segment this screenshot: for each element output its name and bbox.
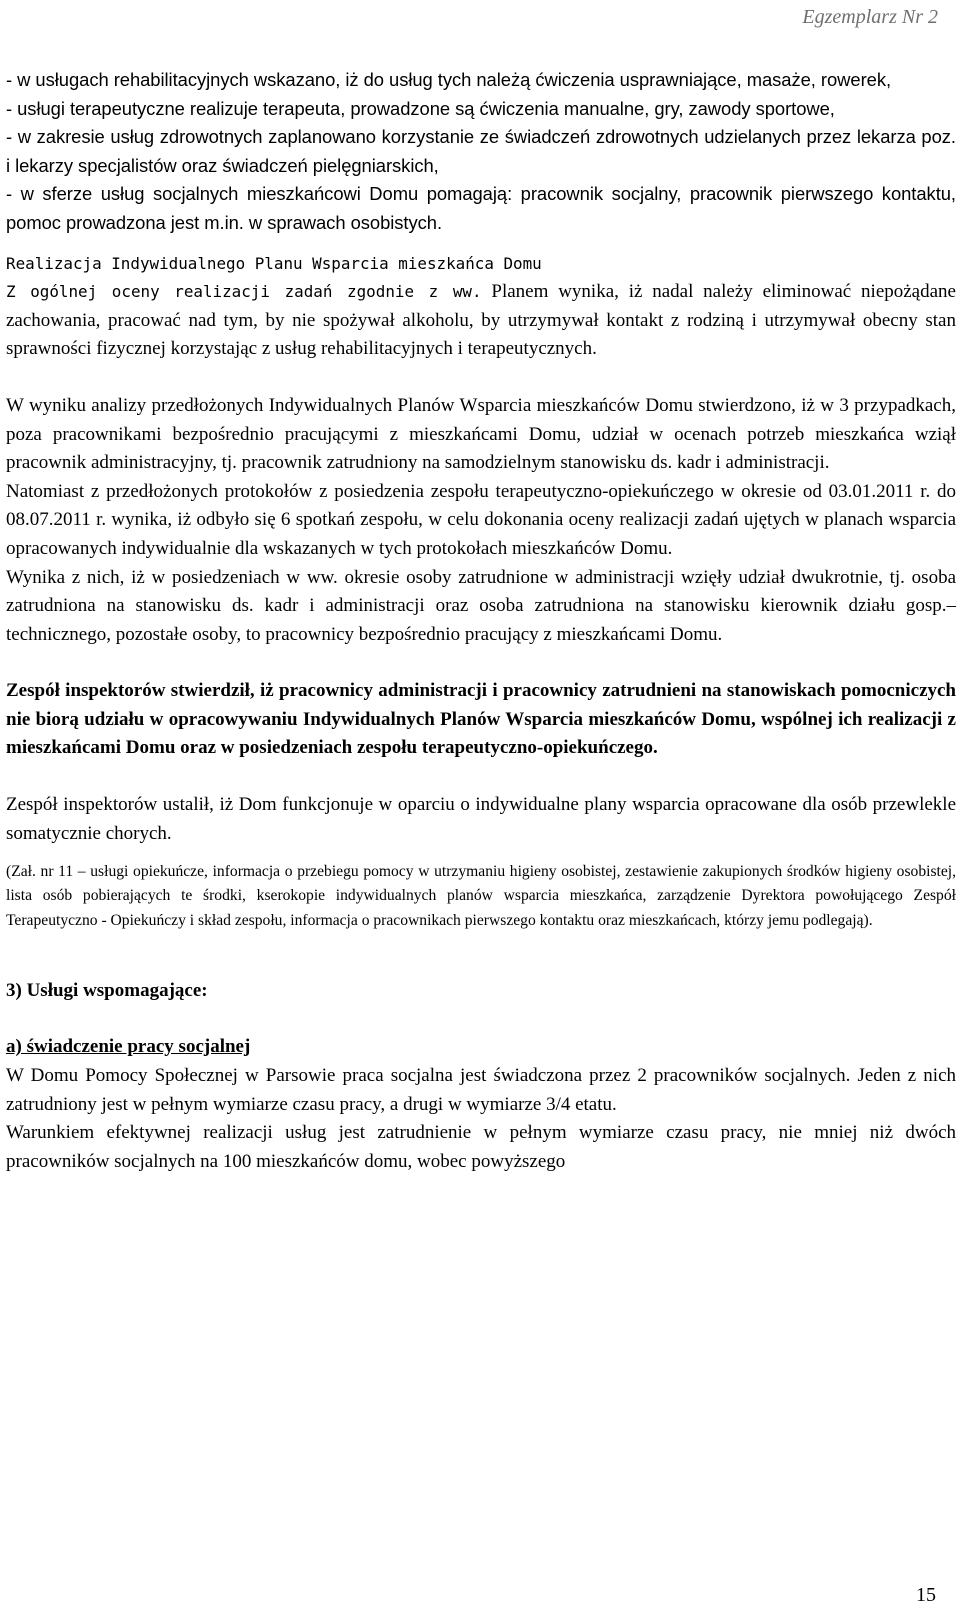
paragraph: Natomiast z przedłożonych protokołów z posiedzenia zespołu terapeutyczno-opiekuńczego w okresie od 03.01.2011 r. do 08.07.2011 r. wynika, iż odbyło się 6 spotkań zespołu, w celu dokonania oceny realizacji zadań ujętych w planach wsparcia opracowanych indywidualnie dla wskazanych w tych protokołach mieszkańców Domu. (6, 480, 956, 559)
document-copy-label: Egzemplarz Nr 2 (802, 6, 938, 28)
paragraph: Wynika z nich, iż w posiedzeniach w ww. okresie osoby zatrudnione w administracji wzięły udział dwukrotnie, tj. osoba zatrudniona na stanowisku ds. kadr i administracji oraz osoba zatrudniona na stanowisku kierownik działu gosp.– technicznego, pozostałe osoby, to pracownicy bezpośrednio pracujący z mieszkańcami Domu. (6, 566, 956, 645)
plan-realization-section (6, 250, 956, 364)
page-number: 15 (916, 1584, 936, 1606)
section-heading: 3) Usługi wspomagające: (6, 979, 208, 1001)
paragraph (6, 278, 956, 364)
attachment-note: (Zał. nr 11 – usługi opiekuńcze, informacja o przebiegu pomocy w utrzymaniu higieny osobistej, zestawienie zakupionych środków higieny osobistej, lista osób pobierających te środki, kserokopie indywidualnych planów wsparcia mieszkańca, zarządzenie Dyrektora powołującego Zespół Terapeutyczno - Opiekuńczy i skład zespołu, informacja o pracownikach pierwszego kontaktu oraz mieszkańcach, którzy jemu podlegają). (6, 863, 956, 929)
list-item: - w usługach rehabilitacyjnych wskazano, iż do usług tych należą ćwiczenia usprawniające, masaże, rowerek, (6, 69, 892, 90)
paragraph: W Domu Pomocy Społecznej w Parsowie praca socjalna jest świadczona przez 2 pracowników socjalnych. Jeden z nich zatrudniony jest w pełnym wymiarze czasu pracy, a drugi w wymiarze 3/4 etatu. (6, 1065, 956, 1115)
section-title: Realizacja Indywidualnego Planu Wsparcia mieszkańca Domu (6, 253, 542, 273)
finding-paragraph: Zespół inspektorów stwierdził, iż pracownicy administracji i pracownicy zatrudnieni na stanowiskach pomocniczych nie biorą udziału w opracowywaniu Indywidualnych Planów Wsparcia mieszkańców Domu, wspólnej ich realizacji z mieszkańcami Domu oraz w posiedzeniach zespołu terapeutyczno-opiekuńczego. (6, 680, 956, 759)
list-item: - usługi terapeutyczne realizuje terapeuta, prowadzone są ćwiczenia manualne, gry, zawody sportowe, (6, 97, 835, 119)
paragraph-rest: Planem wynika, iż nadal należy eliminować niepożądane zachowania, pracować nad tym, by nie spożywał alkoholu, by utrzymywał kontakt z rodziną i utrzymywał obecny stan sprawności fizycznej korzystając z usług rehabilitacyjnych i terapeutycznych. (6, 281, 956, 360)
paragraph: W wyniku analizy przedłożonych Indywidualnych Planów Wsparcia mieszkańców Domu stwierdzono, iż w 3 przypadkach, poza pracownikami bezpośrednio pracującymi z mieszkańcami Domu, udział w ocenach potrzeb mieszkańca wziął pracownik administracyjny, tj. pracownik zatrudniony na samodzielnym stanowisku ds. kadr i administracji. (6, 394, 956, 474)
paragraph: Zespół inspektorów ustalił, iż Dom funkcjonuje w oparciu o indywidualne plany wsparcia opracowane dla osób przewlekle somatycznie chorych. (6, 794, 956, 844)
list-item: - w zakresie usług zdrowotnych zaplanowano korzystanie ze świadczeń zdrowotnych udzielanych przez lekarza poz. i lekarzy specjalistów oraz świadczeń pielęgniarskich, (6, 126, 956, 176)
subsection-heading: a) świadczenie pracy socjalnej (6, 1036, 251, 1058)
paragraph-intro: Z ogólnej oceny realizacji zadań zgodnie z ww. (6, 282, 482, 302)
paragraph: Warunkiem efektywnej realizacji usług jest zatrudnienie w pełnym wymiarze czasu pracy, nie mniej niż dwóch pracowników socjalnych na 100 mieszkańców domu, wobec powyższego (6, 1122, 956, 1172)
document-body (6, 66, 956, 1176)
services-list (6, 66, 956, 238)
list-item: - w sferze usług socjalnych mieszkańcowi Domu pomagają: pracownik socjalny, pracownik pierwszego kontaktu, pomoc prowadzona jest m.in. w sprawach osobistych. (6, 183, 956, 233)
